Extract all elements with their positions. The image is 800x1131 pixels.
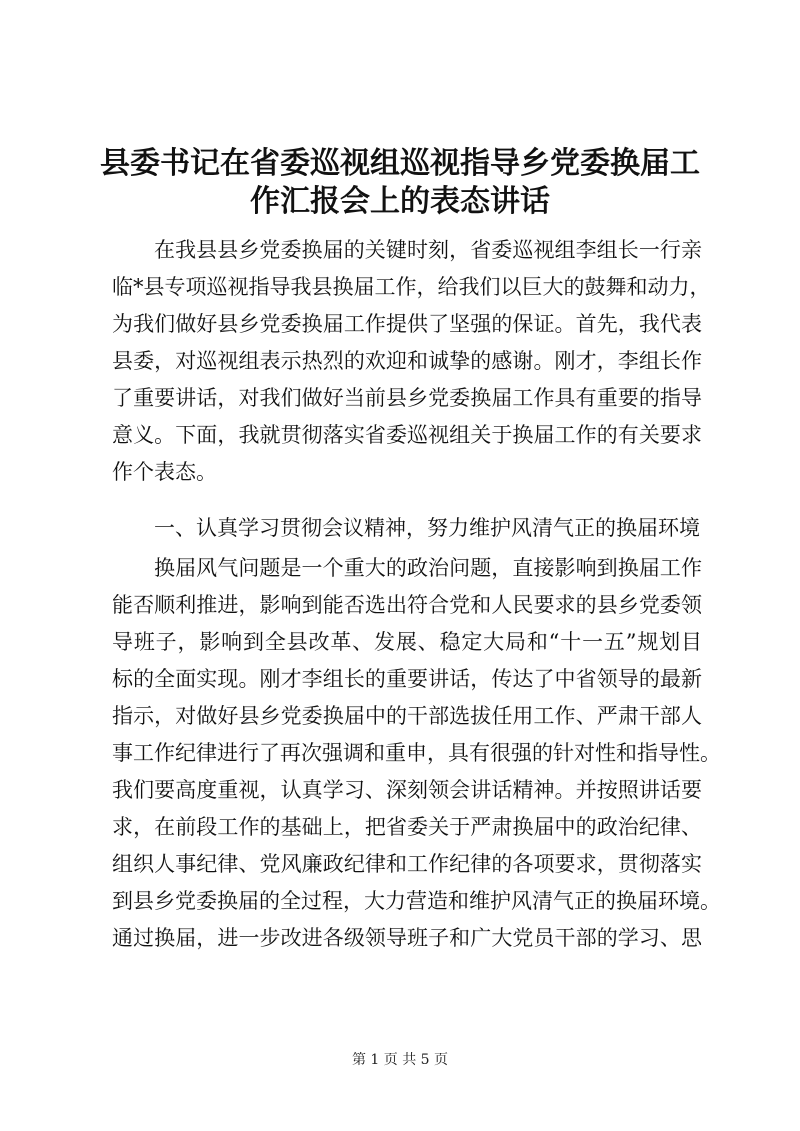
paragraph-1-line-1: 在我县县乡党委换届的关键时刻，省委巡视组李组长一行亲 (154, 238, 702, 262)
paragraph-1-line-4: 县委，对巡视组表示热烈的欢迎和诚挚的感谢。刚才，李组长作 (112, 349, 702, 373)
paragraph-1-line-5: 了重要讲话，对我们做好当前县乡党委换届工作具有重要的指导 (112, 386, 702, 410)
paragraph-2-line-7: 我们要高度重视，认真学习、深刻领会讲话精神。并按照讲话要 (112, 778, 702, 802)
paragraph-2-line-4: 标的全面实现。刚才李组长的重要讲话，传达了中省领导的最新 (112, 667, 702, 691)
page-footer: 第 1 页 共 5 页 (351, 1052, 449, 1068)
paragraph-2-line-10: 到县乡党委换届的全过程，大力营造和维护风清气正的换届环境。 (112, 889, 721, 913)
paragraph-1-line-2: 临*县专项巡视指导我县换届工作，给我们以巨大的鼓舞和动力， (112, 275, 711, 299)
section-heading-1: 一、认真学习贯彻会议精神，努力维护风清气正的换届环境 (154, 516, 700, 540)
paragraph-1-line-3: 为我们做好县乡党委换届工作提供了坚强的保证。首先，我代表 (112, 312, 702, 336)
paragraph-2-line-9: 组织人事纪律、党风廉政纪律和工作纪律的各项要求，贯彻落实 (112, 852, 702, 876)
paragraph-2-line-2: 能否顺利推进，影响到能否选出符合党和人民要求的县乡党委领 (112, 593, 702, 617)
paragraph-2-line-1: 换届风气问题是一个重大的政治问题，直接影响到换届工作 (154, 556, 702, 580)
paragraph-2-line-3: 导班子，影响到全县改革、发展、稳定大局和“十一五”规划目 (112, 630, 702, 654)
paragraph-2-line-6: 事工作纪律进行了再次强调和重申，具有很强的针对性和指导性。 (112, 741, 721, 765)
paragraph-2-line-5: 指示，对做好县乡党委换届中的干部选拔任用工作、严肃干部人 (112, 704, 702, 728)
document-title-line-2: 作汇报会上的表态讲话 (250, 184, 550, 219)
paragraph-2-line-8: 求，在前段工作的基础上，把省委关于严肃换届中的政治纪律、 (112, 815, 702, 839)
paragraph-1-line-6: 意义。下面，我就贯彻落实省委巡视组关于换届工作的有关要求 (112, 423, 702, 447)
document-title-line-1: 县委书记在省委巡视组巡视指导乡党委换届工 (100, 146, 700, 181)
paragraph-2-line-11: 通过换届，进一步改进各级领导班子和广大党员干部的学习、思 (112, 926, 702, 950)
paragraph-1-line-7: 作个表态。 (112, 460, 217, 484)
